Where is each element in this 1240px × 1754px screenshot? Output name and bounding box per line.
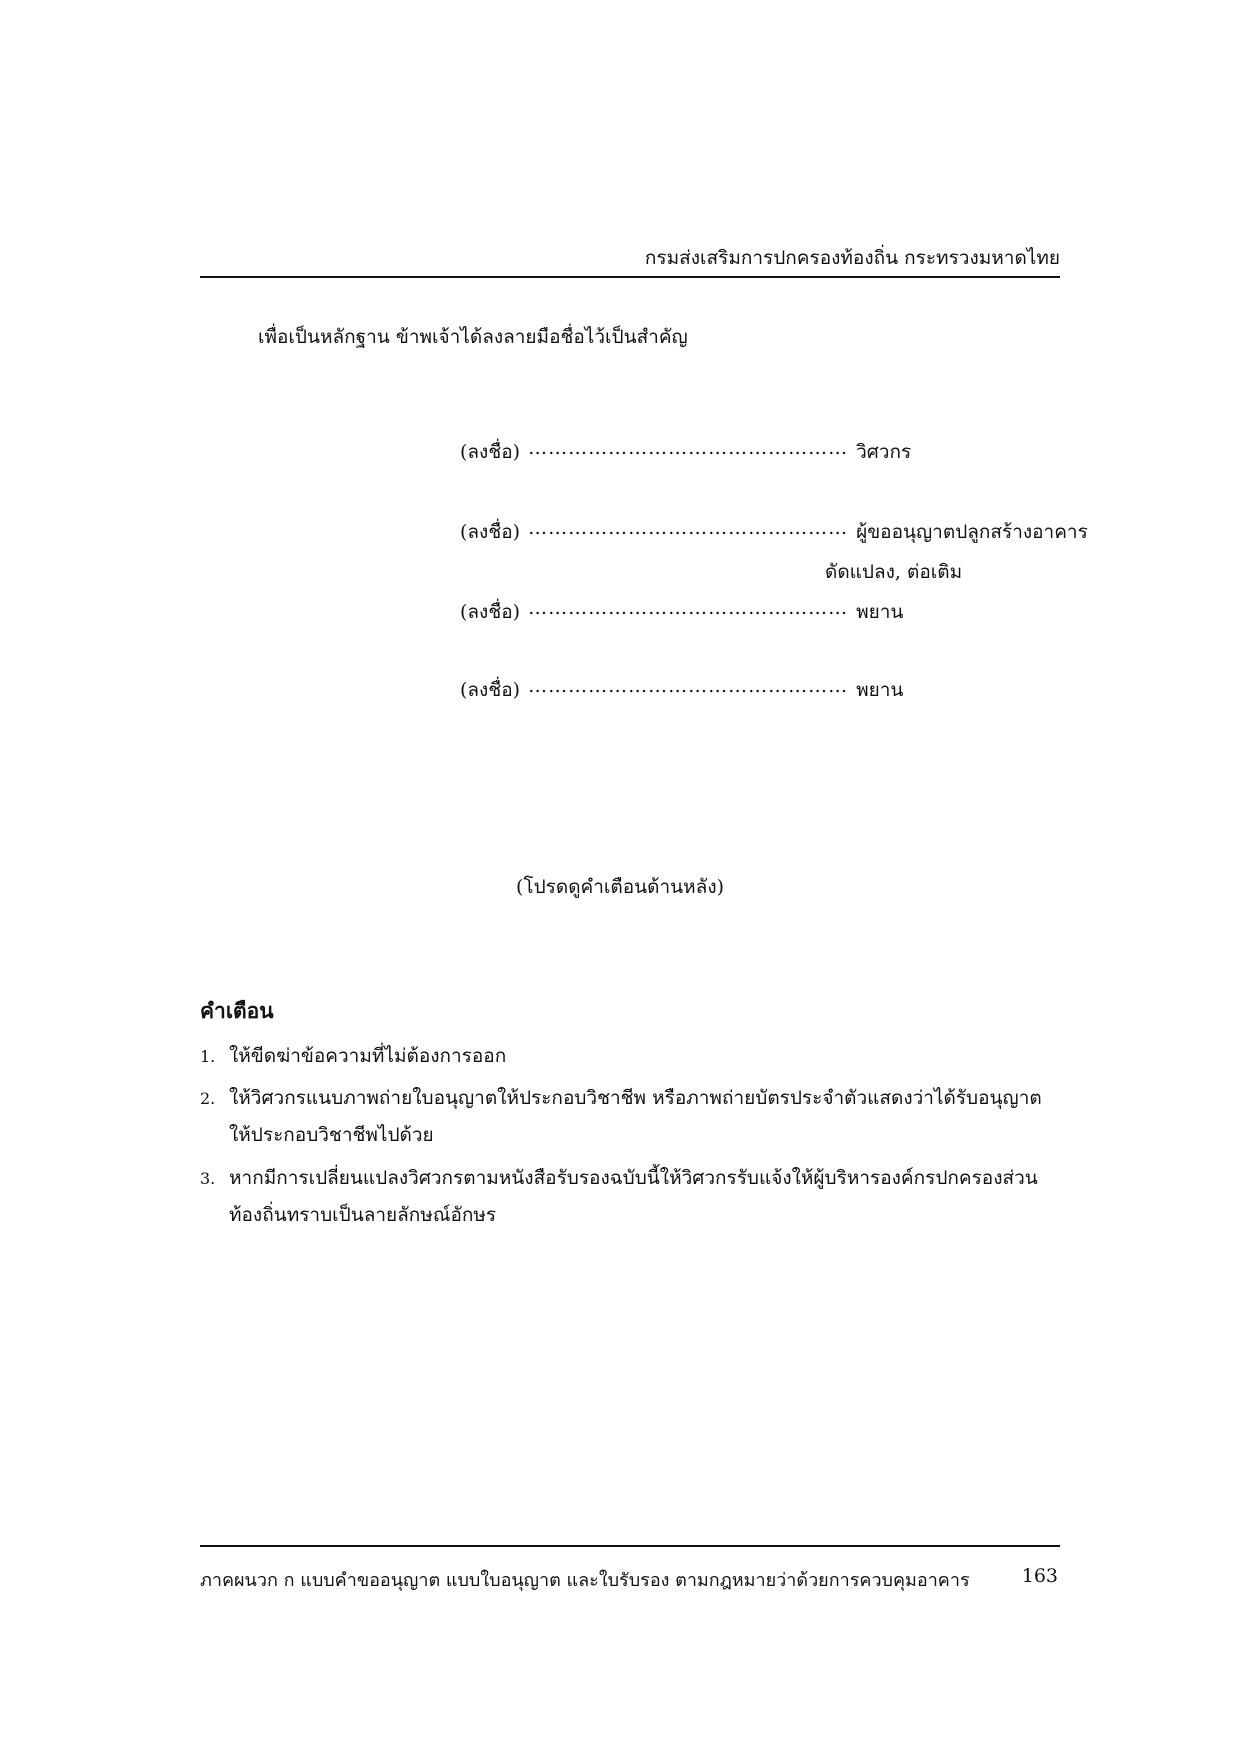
warning-text: ให้วิศวกรแนบภาพถ่ายใบอนุญาตให้ประกอบวิชาชีพ หรือภาพถ่ายบัตรประจำตัวแสดงว่าได้รับอนุญาต ให้ประกอบวิชาชีพไปด้วย bbox=[229, 1087, 1042, 1146]
header-rule bbox=[200, 276, 1060, 278]
signature-prefix: (ลงชื่อ) bbox=[460, 679, 521, 701]
see-warning-note: (โปรดดูคำเตือนด้านหลัง) bbox=[515, 876, 725, 898]
running-footer: ภาคผนวก ก แบบคำขออนุญาต แบบใบอนุญาต และใบรับรอง ตามกฎหมายว่าด้วยการควบคุมอาคาร bbox=[200, 1570, 970, 1591]
warning-number: 1. bbox=[200, 1047, 216, 1066]
signature-line-witness-1 bbox=[460, 597, 903, 627]
warning-number: 2. bbox=[200, 1089, 216, 1108]
signature-role: พยาน bbox=[856, 679, 904, 701]
signature-role: พยาน bbox=[856, 601, 904, 623]
signature-dots: ………………………………………… bbox=[528, 675, 849, 697]
signature-prefix: (ลงชื่อ) bbox=[460, 601, 521, 623]
warning-text: ให้ขีดฆ่าข้อความที่ไม่ต้องการออก bbox=[229, 1045, 507, 1067]
intro-statement: เพื่อเป็นหลักฐาน ข้าพเจ้าได้ลงลายมือชื่อไว้เป็นสำคัญ bbox=[258, 326, 688, 348]
signature-role: วิศวกร bbox=[856, 441, 912, 463]
signature-role: ผู้ขออนุญาตปลูกสร้างอาคาร bbox=[856, 521, 1088, 543]
warning-text: หากมีการเปลี่ยนแปลงวิศวกรตามหนังสือรับรองฉบับนี้ให้วิศวกรรับแจ้งให้ผู้บริหารองค์กรปกครองส่วนท้องถิ่นทราบเป็นลายลักษณ์อักษร bbox=[229, 1167, 1038, 1226]
signature-dots: ………………………………………… bbox=[528, 437, 849, 459]
running-header: กรมส่งเสริมการปกครองท้องถิ่น กระทรวงมหาดไทย bbox=[644, 247, 1060, 269]
page-number: 163 bbox=[1021, 1565, 1058, 1587]
signature-dots: ………………………………………… bbox=[528, 597, 849, 619]
signature-prefix: (ลงชื่อ) bbox=[460, 521, 521, 543]
signature-dots: ………………………………………… bbox=[528, 517, 849, 539]
signature-line-engineer bbox=[460, 437, 911, 467]
signature-role-continuation: ดัดแปลง, ต่อเติม bbox=[825, 561, 963, 583]
signature-line-applicant bbox=[460, 517, 1088, 547]
warning-item bbox=[200, 1160, 1060, 1234]
warning-number: 3. bbox=[200, 1169, 216, 1188]
footer-rule bbox=[200, 1545, 1060, 1547]
warning-title: คำเตือน bbox=[200, 998, 274, 1023]
signature-line-witness-2 bbox=[460, 675, 903, 705]
warning-item bbox=[200, 1080, 1060, 1154]
warning-item bbox=[200, 1038, 1060, 1075]
signature-prefix: (ลงชื่อ) bbox=[460, 441, 521, 463]
